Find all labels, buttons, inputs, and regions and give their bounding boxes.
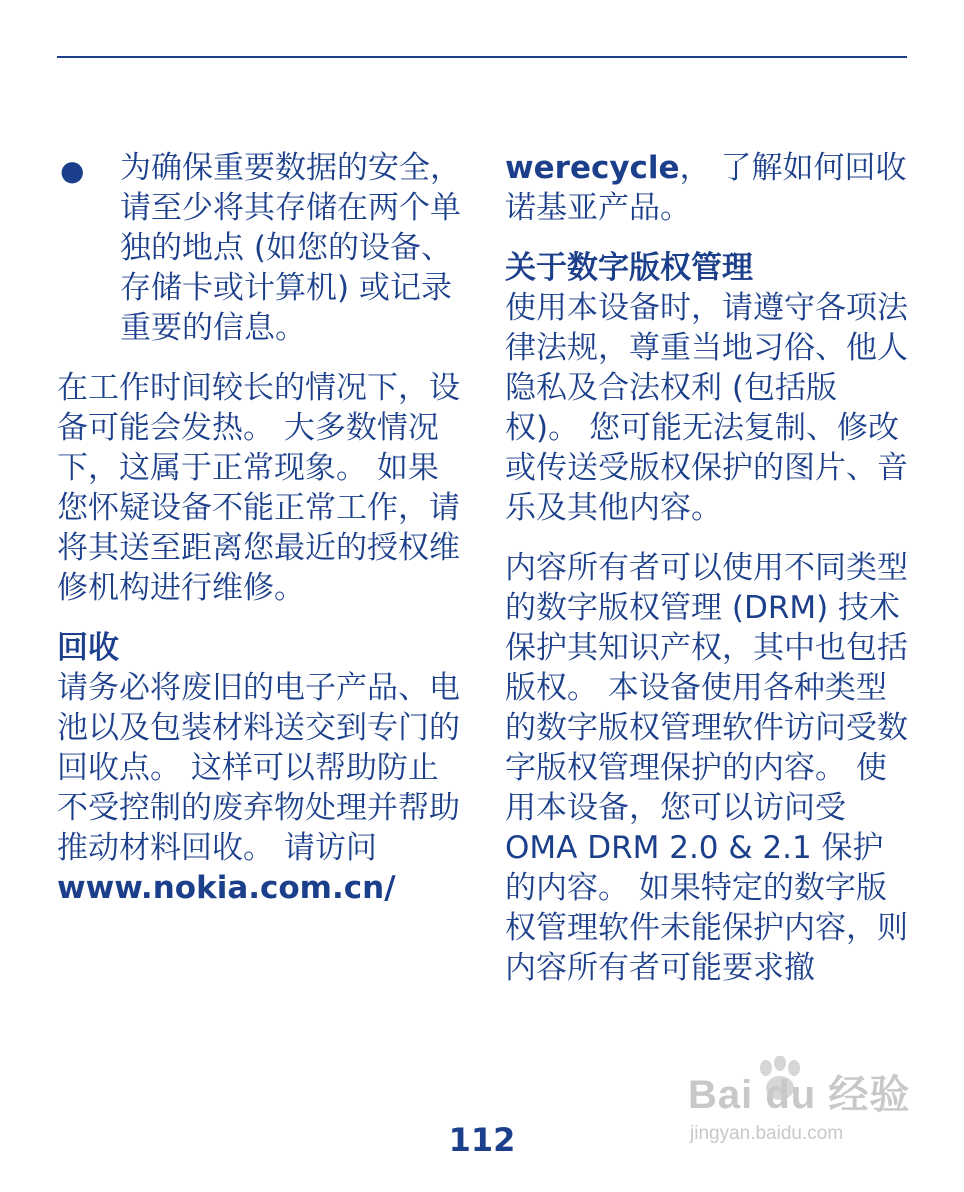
recycle-url-link[interactable]: www.nokia.com.cn/ <box>57 870 396 906</box>
drm-heading: 关于数字版权管理 <box>505 250 753 286</box>
header-rule <box>57 56 907 58</box>
recycle-continuation <box>505 148 910 228</box>
bullet-dot-icon: ● <box>60 154 85 187</box>
watermark-url: jingyan.baidu.com <box>690 1123 844 1144</box>
drm-paragraph-2: 内容所有者可以使用不同类型的数字版权管理 (DRM) 技术保护其知识产权，其中也包括版权。 本设备使用各种类型的数字版权管理软件访问受数字版权管理保护的内容。 使用本设备，您可以访问受 OMA DRM 2.0 & 2.1 保护的内容。 如果特定的数字版权管理软件未能保护内容，则内容所有者可能要求撤 <box>505 550 908 986</box>
recycle-text: 请务必将废旧的电子产品、电池以及包装材料送交到专门的回收点。 这样可以帮助防止不受控制的废弃物处理并帮助推动材料回收。 请访问 <box>57 670 460 866</box>
paragraph-heat: 在工作时间较长的情况下，设备可能会发热。 大多数情况下，这属于正常现象。 如果您怀疑设备不能正常工作，请将其送至距离您最近的授权维修机构进行维修。 <box>57 370 460 606</box>
drm-paragraph-1: 使用本设备时，请遵守各项法律法规，尊重当地习俗、他人隐私及合法权利 (包括版权)。 您可能无法复制、修改或传送受版权保护的图片、音乐及其他内容。 <box>505 290 908 526</box>
baidu-watermark <box>688 1056 918 1156</box>
recycle-url-link-cont[interactable]: werecycle <box>505 150 680 186</box>
bullet-text: 为确保重要数据的安全，请至少将其存储在两个单独的地点 (如您的设备、存储卡或计算机) 或记录重要的信息。 <box>120 150 461 346</box>
recycle-heading: 回收 <box>57 630 119 666</box>
watermark-logo: Bai du 经验 <box>688 1073 911 1117</box>
recycle-paragraph <box>57 668 462 908</box>
recycle-continuation-text: ， 了解如何回收诺基亚产品。 <box>505 150 907 226</box>
page-number: 112 <box>448 1121 516 1159</box>
right-column <box>505 148 910 988</box>
left-column <box>57 148 462 908</box>
bullet-item-backup <box>57 148 462 348</box>
